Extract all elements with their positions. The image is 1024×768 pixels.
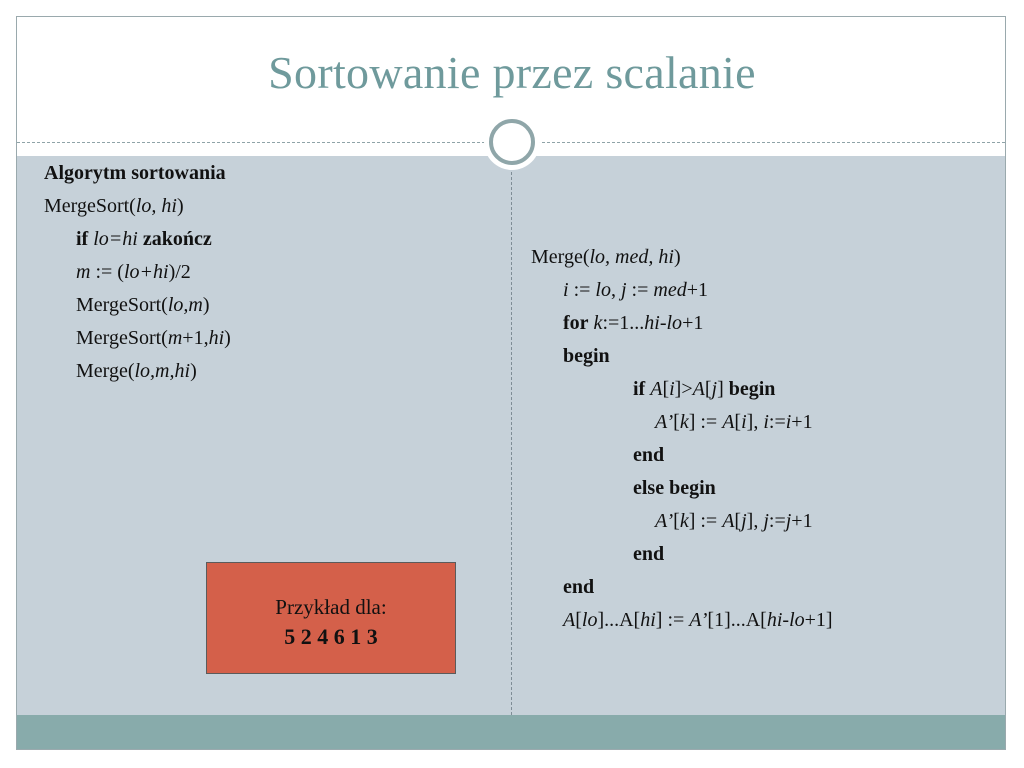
end-keyword-else: end — [633, 543, 665, 565]
example-box — [206, 562, 456, 674]
example-label: Przykład dla: — [275, 595, 387, 619]
column-divider — [511, 172, 512, 715]
init-line: i := lo, j := med+1 — [563, 279, 708, 301]
end-keyword-for: end — [563, 576, 595, 598]
mergesort-call-right: MergeSort(m+1,hi) — [76, 327, 231, 349]
for-line: for k:=1...hi-lo+1 — [563, 312, 704, 334]
merge-call: Merge(lo,m,hi) — [76, 360, 197, 382]
copy-left-line: A’[k] := A[i], i:=i+1 — [655, 411, 813, 433]
end-keyword-if: end — [633, 444, 665, 466]
mergesort-call-left: MergeSort(lo,m) — [76, 294, 210, 316]
copy-back-line: A[lo]...A[hi] := A’[1]...A[hi-lo+1] — [563, 609, 833, 631]
compare-line: if A[i]>A[j] begin — [633, 378, 776, 400]
slide-title: Sortowanie przez scalanie — [268, 47, 756, 98]
mergesort-signature: MergeSort(lo, hi) — [44, 195, 184, 217]
footer-bar — [17, 715, 1005, 749]
example-values: 5 2 4 6 1 3 — [284, 624, 378, 649]
copy-right-line: A’[k] := A[j], j:=j+1 — [655, 510, 813, 532]
circle-ornament-icon — [489, 119, 535, 165]
if-line: if lo=hi zakończ — [76, 228, 212, 250]
begin-keyword: begin — [563, 345, 610, 367]
algorithm-heading: Algorytm sortowania — [44, 162, 226, 184]
midpoint-line: m := (lo+hi)/2 — [76, 261, 191, 283]
merge-signature: Merge(lo, med, hi) — [531, 246, 681, 268]
else-begin-keyword: else begin — [633, 477, 716, 499]
